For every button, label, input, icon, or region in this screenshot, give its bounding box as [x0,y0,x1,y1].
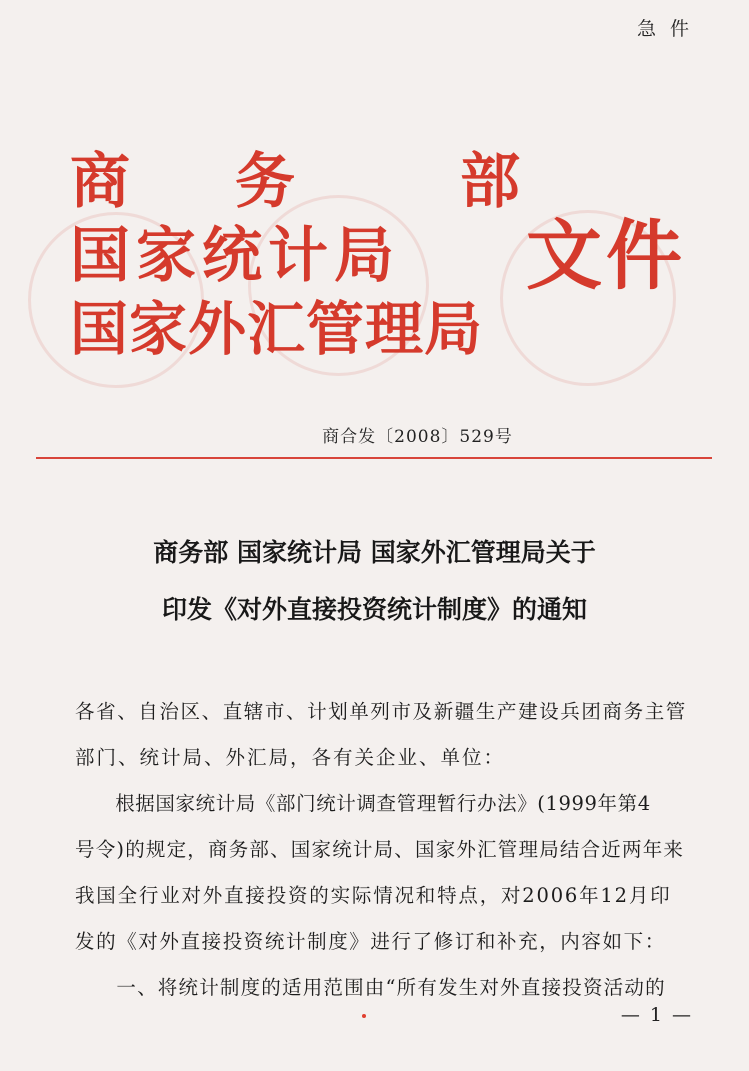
issuer-header-line-3: 国家外汇管理局 [70,295,484,363]
body-line: 各省、自治区、直辖市、计划单列市及新疆生产建设兵团商务主管 [75,700,687,723]
issuer-header-line-1 [70,147,520,217]
body-line: 部门、统计局、外汇局，各有关企业、单位： [75,746,506,769]
body-line: 号令)的规定，商务部、国家统计局、国家外汇管理局结合近两年来 [75,838,685,861]
document-title-line-1: 商务部 国家统计局 国家外汇管理局关于 [153,538,596,567]
document-number: 商合发〔2008〕529号 [322,427,513,447]
document-title-line-2: 印发《对外直接投资统计制度》的通知 [161,595,587,624]
issuer-char: 商 [70,147,130,217]
urgency-label: 急件 [636,18,703,40]
body-line: 发的《对外直接投资统计制度》进行了修订和补充，内容如下： [75,930,666,953]
issuer-char: 国 [70,221,130,291]
body-line: 我国全行业对外直接投资的实际情况和特点，对2006年12月印 [75,884,672,907]
body-line: 一、将统计制度的适用范围由“所有发生对外直接投资活动的 [75,976,666,999]
issuer-char: 统 [202,221,262,291]
issuer-char: 部 [460,147,520,217]
issuer-char: 家 [136,221,196,291]
document-suffix: 文件 [526,211,686,300]
bleed-through-text [40,20,720,68]
issuer-char: 局 [334,221,394,291]
issuer-header-line-2 [70,211,686,300]
body-line: 根据国家统计局《部门统计调查管理暂行办法》(1999年第4 [75,792,651,815]
issuer-char: 计 [268,221,328,291]
red-mark [362,1014,366,1018]
red-divider-line [36,457,712,459]
issuer-char: 务 [235,147,295,217]
body-paragraph [75,689,725,1011]
page-number: — 1 — [620,1004,693,1026]
